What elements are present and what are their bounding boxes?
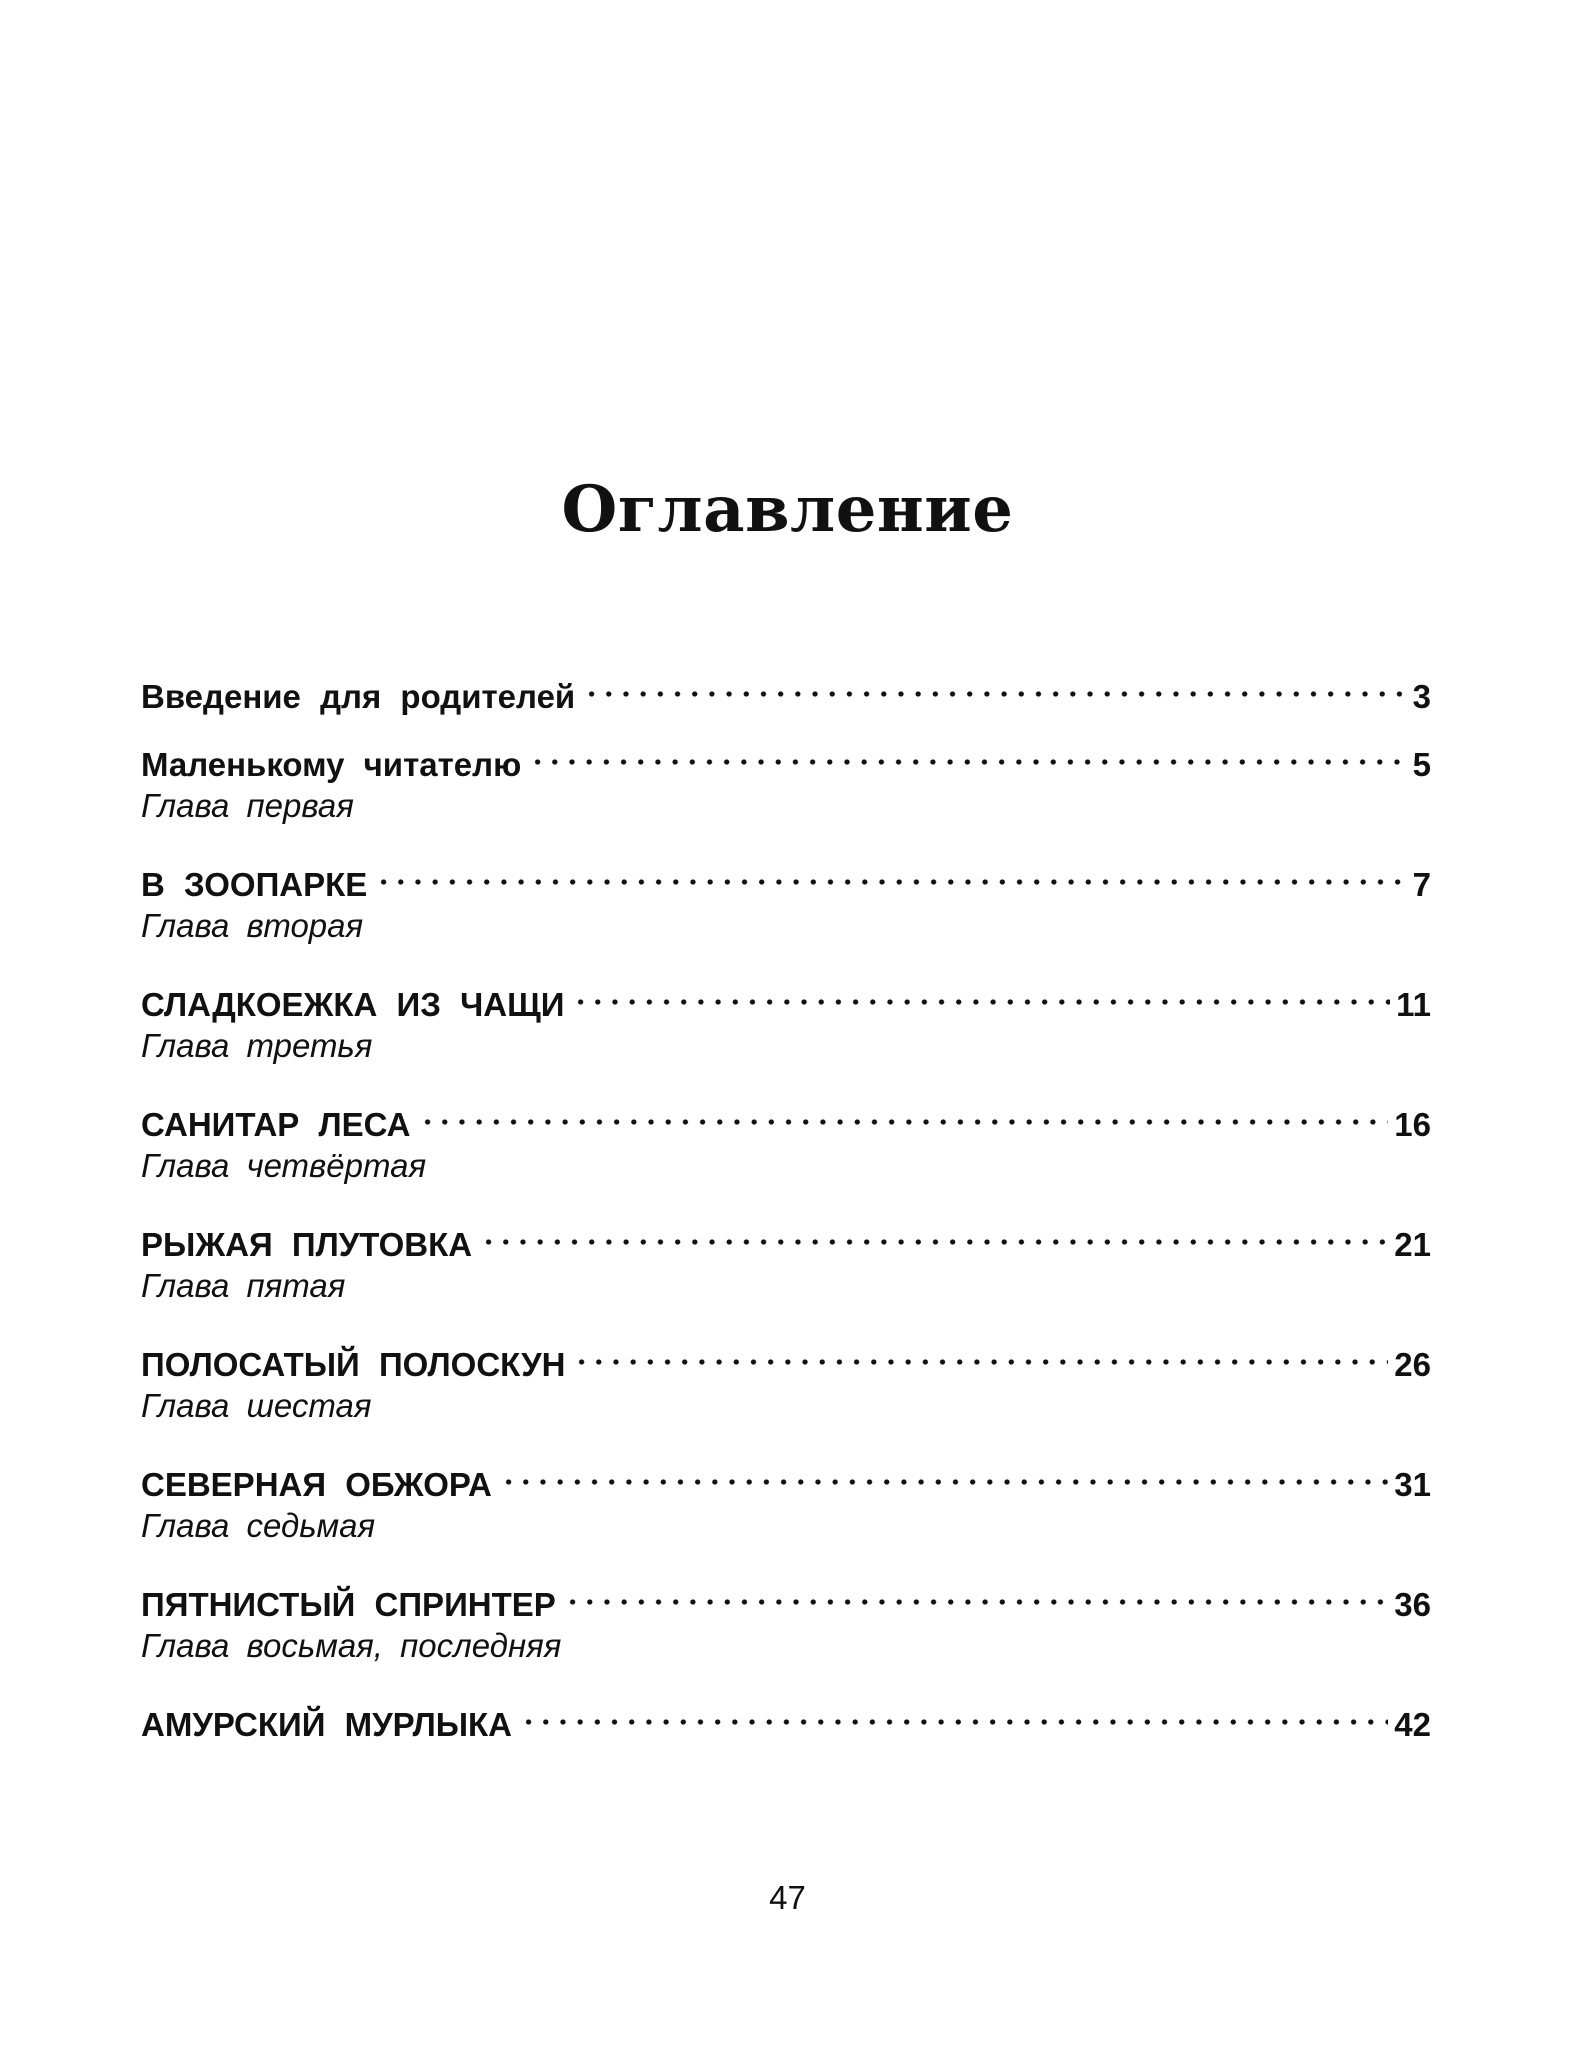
chapter-label: Глава первая [141, 787, 354, 824]
toc-entry-title: РЫЖАЯ ПЛУТОВКА [141, 1226, 473, 1263]
toc-entry-chapter-3[interactable] [141, 1076, 1431, 1143]
toc-entry-page: 42 [1394, 1706, 1431, 1743]
toc-chapter-4 [141, 1136, 1431, 1263]
toc-entry-page: 26 [1394, 1346, 1431, 1383]
dot-leader [419, 1076, 1389, 1136]
toc-chapter-5 [141, 1256, 1431, 1383]
toc-entry-page: 31 [1394, 1466, 1431, 1503]
toc-entry-title: ПОЛОСАТЫЙ ПОЛОСКУН [141, 1346, 566, 1383]
toc-entry-title: В ЗООПАРКЕ [141, 866, 368, 903]
chapter-label: Глава четвёртая [141, 1147, 427, 1184]
chapter-label: Глава третья [141, 1027, 373, 1064]
toc-entry-page: 21 [1394, 1226, 1431, 1263]
toc-entry-chapter-8[interactable] [141, 1676, 1431, 1743]
toc-entry-intro-reader[interactable] [141, 716, 1431, 783]
toc-entry-title: САНИТАР ЛЕСА [141, 1106, 411, 1143]
page-number: 47 [769, 1879, 806, 1916]
toc-entry-chapter-7[interactable] [141, 1556, 1431, 1623]
toc-title: Оглавление [561, 472, 1014, 547]
dot-leader [375, 836, 1406, 896]
toc-entry-title: СЛАДКОЕЖКА ИЗ ЧАЩИ [141, 986, 565, 1023]
toc-entry-title: Введение для родителей [141, 678, 576, 715]
dot-leader [564, 1556, 1388, 1616]
toc-entry-title: СЕВЕРНАЯ ОБЖОРА [141, 1466, 492, 1503]
toc-entry-chapter-4[interactable] [141, 1196, 1431, 1263]
chapter-label: Глава седьмая [141, 1507, 376, 1544]
toc-entry-page: 11 [1396, 986, 1431, 1023]
toc-entry-chapter-6[interactable] [141, 1436, 1431, 1503]
toc-entry-page: 5 [1412, 746, 1431, 783]
toc-entry-page: 16 [1394, 1106, 1431, 1143]
dot-leader [529, 716, 1406, 776]
toc-chapter-2 [141, 896, 1431, 1023]
toc-entry-page: 36 [1394, 1586, 1431, 1623]
chapter-label: Глава пятая [141, 1267, 346, 1304]
toc-chapter-6 [141, 1376, 1431, 1503]
chapter-label: Глава шестая [141, 1387, 372, 1424]
table-of-contents [141, 648, 1431, 1743]
toc-entry-chapter-5[interactable] [141, 1316, 1431, 1383]
toc-entry-intro-parents[interactable] [141, 648, 1431, 715]
chapter-label: Глава восьмая, последняя [141, 1627, 562, 1664]
toc-chapter-3 [141, 1016, 1431, 1143]
toc-entry-chapter-1[interactable] [141, 836, 1431, 903]
dot-leader [520, 1676, 1388, 1736]
toc-entry-title: Маленькому читателю [141, 746, 522, 783]
dot-leader [480, 1196, 1388, 1256]
dot-leader [583, 648, 1406, 708]
toc-chapter-7 [141, 1496, 1431, 1623]
toc-chapter-8 [141, 1616, 1431, 1743]
toc-entry-page: 3 [1412, 678, 1431, 715]
chapter-label: Глава вторая [141, 907, 364, 944]
toc-entry-chapter-2[interactable] [141, 956, 1431, 1023]
toc-entry-page: 7 [1412, 866, 1431, 903]
toc-entry-title: ПЯТНИСТЫЙ СПРИНТЕР [141, 1586, 556, 1623]
dot-leader [500, 1436, 1388, 1496]
dot-leader [573, 1316, 1388, 1376]
toc-entry-title: АМУРСКИЙ МУРЛЫКА [141, 1706, 513, 1743]
dot-leader [572, 956, 1390, 1016]
